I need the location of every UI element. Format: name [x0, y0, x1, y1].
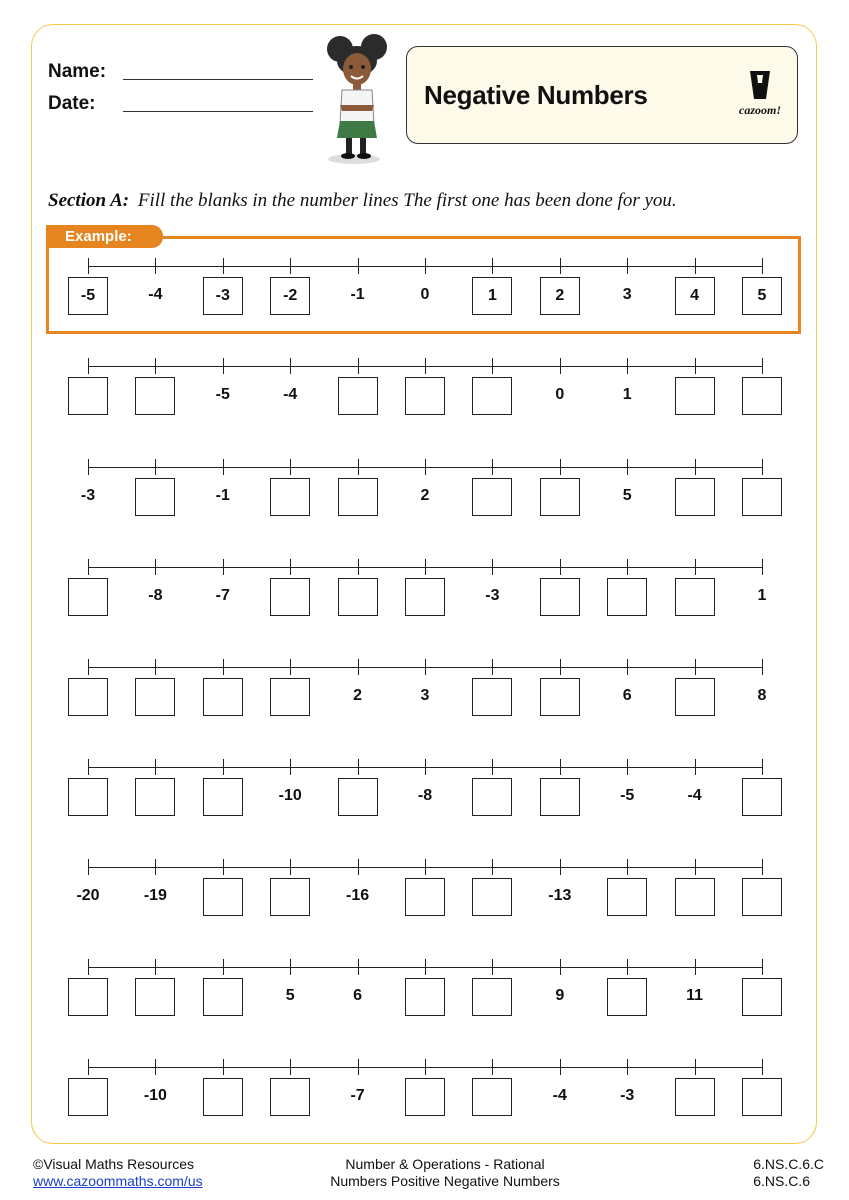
- name-label: Name:: [48, 61, 107, 82]
- tick-mark: [358, 559, 359, 575]
- number-label: [338, 678, 378, 716]
- number-value: -7: [350, 1087, 365, 1104]
- tick-mark: [223, 859, 224, 875]
- answer-box-filled: [675, 277, 715, 315]
- answer-box[interactable]: [203, 978, 243, 1016]
- number-value: -5: [80, 287, 96, 304]
- tick-mark: [425, 559, 426, 575]
- tick-mark: [358, 659, 359, 675]
- number-label: [338, 277, 378, 315]
- section-label: Section A:: [48, 190, 130, 211]
- answer-box[interactable]: [203, 878, 243, 916]
- tick-mark: [492, 258, 493, 274]
- tick-mark: [290, 759, 291, 775]
- tick-mark: [560, 1059, 561, 1075]
- tick-mark: [627, 559, 628, 575]
- title-box: [406, 46, 798, 144]
- answer-box[interactable]: [472, 377, 512, 415]
- answer-box[interactable]: [675, 1078, 715, 1116]
- website-link[interactable]: www.cazoommaths.com/us: [33, 1173, 203, 1189]
- number-label: [270, 978, 310, 1016]
- answer-box[interactable]: [742, 377, 782, 415]
- tick-mark: [155, 358, 156, 374]
- topic-line-1: Number & Operations - Rational: [345, 1156, 545, 1172]
- number-label: [68, 478, 108, 516]
- number-value: -1: [350, 286, 365, 303]
- tick-mark: [425, 258, 426, 274]
- answer-box[interactable]: [270, 878, 310, 916]
- tick-mark: [290, 459, 291, 475]
- tick-mark: [358, 1059, 359, 1075]
- date-field[interactable]: [123, 111, 313, 112]
- answer-box[interactable]: [203, 678, 243, 716]
- tick-mark: [155, 258, 156, 274]
- answer-box[interactable]: [472, 878, 512, 916]
- answer-box[interactable]: [472, 978, 512, 1016]
- number-label: [607, 678, 647, 716]
- answer-box[interactable]: [742, 1078, 782, 1116]
- tick-mark: [762, 258, 763, 274]
- number-label: [540, 878, 580, 916]
- number-label: [540, 377, 580, 415]
- answer-box[interactable]: [68, 778, 108, 816]
- tick-mark: [155, 559, 156, 575]
- number-label: [472, 578, 512, 616]
- date-label: Date:: [48, 93, 96, 114]
- answer-box[interactable]: [540, 678, 580, 716]
- number-label: [203, 377, 243, 415]
- number-label: [675, 978, 715, 1016]
- tick-mark: [155, 959, 156, 975]
- tick-mark: [492, 559, 493, 575]
- answer-box[interactable]: [472, 478, 512, 516]
- number-line: [0, 759, 849, 829]
- number-line: [0, 659, 849, 729]
- number-line: [0, 859, 849, 929]
- number-label: [203, 578, 243, 616]
- number-value: -13: [548, 887, 572, 904]
- answer-box[interactable]: [742, 478, 782, 516]
- answer-box-filled: [540, 277, 580, 315]
- tick-mark: [560, 959, 561, 975]
- answer-box[interactable]: [203, 778, 243, 816]
- tick-mark: [155, 1059, 156, 1075]
- answer-box[interactable]: [270, 1078, 310, 1116]
- answer-box[interactable]: [675, 578, 715, 616]
- tick-mark: [695, 358, 696, 374]
- number-value: -7: [215, 587, 230, 604]
- number-value: 6: [353, 987, 363, 1004]
- answer-box[interactable]: [675, 377, 715, 415]
- tick-mark: [88, 258, 89, 274]
- answer-box[interactable]: [742, 978, 782, 1016]
- answer-box[interactable]: [68, 978, 108, 1016]
- tick-mark: [627, 859, 628, 875]
- tick-mark: [627, 358, 628, 374]
- tick-mark: [88, 659, 89, 675]
- tick-mark: [762, 559, 763, 575]
- number-value: 0: [555, 386, 565, 403]
- number-value: -3: [485, 587, 500, 604]
- number-value: -4: [552, 1087, 567, 1104]
- answer-box[interactable]: [405, 878, 445, 916]
- number-line: [0, 1059, 849, 1129]
- tick-mark: [155, 859, 156, 875]
- answer-box[interactable]: [472, 778, 512, 816]
- answer-box[interactable]: [607, 978, 647, 1016]
- tick-mark: [492, 358, 493, 374]
- instructions-text: Fill the blanks in the number lines The first one has been done for you.: [137, 190, 677, 211]
- answer-box[interactable]: [675, 678, 715, 716]
- tick-mark: [492, 759, 493, 775]
- answer-box[interactable]: [405, 978, 445, 1016]
- tick-mark: [223, 659, 224, 675]
- answer-box[interactable]: [607, 878, 647, 916]
- number-label: [405, 277, 445, 315]
- tick-mark: [425, 659, 426, 675]
- number-label: [135, 878, 175, 916]
- number-value: -2: [283, 287, 298, 304]
- tick-mark: [492, 959, 493, 975]
- answer-box-filled: [472, 277, 512, 315]
- tick-mark: [223, 759, 224, 775]
- topic-line-2: Numbers Positive Negative Numbers: [330, 1173, 560, 1189]
- number-label: [607, 277, 647, 315]
- tick-mark: [695, 1059, 696, 1075]
- number-value: -3: [80, 487, 96, 504]
- answer-box-filled: [203, 277, 243, 315]
- tick-mark: [627, 959, 628, 975]
- cazoom-logo: [732, 69, 788, 125]
- tick-mark: [762, 959, 763, 975]
- number-label: [135, 578, 175, 616]
- name-field[interactable]: [123, 79, 313, 80]
- number-value: -5: [215, 386, 230, 403]
- answer-box[interactable]: [675, 478, 715, 516]
- tick-mark: [492, 459, 493, 475]
- number-value: 5: [622, 487, 632, 504]
- answer-box[interactable]: [135, 778, 175, 816]
- tick-mark: [492, 859, 493, 875]
- answer-box[interactable]: [472, 1078, 512, 1116]
- answer-box-filled: [270, 277, 310, 315]
- answer-box[interactable]: [68, 1078, 108, 1116]
- number-value: 0: [420, 286, 430, 303]
- standard-code-2: 6.NS.C.6: [753, 1173, 810, 1189]
- answer-box[interactable]: [270, 578, 310, 616]
- answer-box[interactable]: [135, 978, 175, 1016]
- number-value: 3: [622, 286, 632, 303]
- tick-mark: [155, 759, 156, 775]
- tick-mark: [425, 358, 426, 374]
- number-value: 11: [686, 987, 704, 1004]
- number-label: [338, 878, 378, 916]
- number-line: [0, 459, 849, 529]
- answer-box[interactable]: [338, 377, 378, 415]
- tick-mark: [290, 959, 291, 975]
- answer-box[interactable]: [270, 678, 310, 716]
- number-value: -10: [143, 1087, 167, 1104]
- tick-mark: [695, 559, 696, 575]
- number-label: [338, 1078, 378, 1116]
- logo-text: cazoom!: [739, 103, 781, 117]
- tick-mark: [290, 859, 291, 875]
- tick-mark: [695, 659, 696, 675]
- standard-code-1: 6.NS.C.6.C: [753, 1156, 824, 1172]
- number-value: -5: [620, 787, 635, 804]
- tick-mark: [88, 459, 89, 475]
- answer-box[interactable]: [742, 878, 782, 916]
- number-value: -4: [687, 787, 702, 804]
- tick-mark: [695, 759, 696, 775]
- number-label: [607, 778, 647, 816]
- number-label: [338, 978, 378, 1016]
- tick-mark: [290, 358, 291, 374]
- tick-mark: [223, 358, 224, 374]
- number-label: [203, 478, 243, 516]
- answer-box[interactable]: [338, 778, 378, 816]
- tick-mark: [88, 358, 89, 374]
- number-value: 1: [622, 386, 632, 403]
- number-value: -1: [215, 487, 230, 504]
- answer-box[interactable]: [540, 578, 580, 616]
- number-value: 1: [757, 587, 767, 604]
- number-value: 2: [420, 487, 430, 504]
- tick-mark: [627, 1059, 628, 1075]
- tick-mark: [425, 959, 426, 975]
- number-value: 6: [622, 687, 632, 704]
- number-label: [607, 1078, 647, 1116]
- tick-mark: [358, 759, 359, 775]
- number-value: -10: [278, 787, 302, 804]
- answer-box[interactable]: [540, 778, 580, 816]
- answer-box[interactable]: [607, 578, 647, 616]
- answer-box[interactable]: [405, 578, 445, 616]
- tick-mark: [223, 959, 224, 975]
- tick-mark: [425, 759, 426, 775]
- number-value: -16: [346, 887, 370, 904]
- answer-box[interactable]: [338, 578, 378, 616]
- tick-mark: [762, 459, 763, 475]
- number-value: -4: [283, 386, 298, 403]
- number-label: [270, 778, 310, 816]
- instructions: [48, 190, 677, 212]
- tick-mark: [627, 759, 628, 775]
- number-value: -19: [143, 887, 167, 904]
- tick-mark: [290, 659, 291, 675]
- number-label: [742, 678, 782, 716]
- answer-box[interactable]: [742, 778, 782, 816]
- tick-mark: [695, 459, 696, 475]
- tick-mark: [155, 459, 156, 475]
- number-value: -3: [620, 1087, 635, 1104]
- example-tab: Example:: [46, 225, 163, 248]
- tick-mark: [88, 859, 89, 875]
- tick-mark: [88, 559, 89, 575]
- answer-box[interactable]: [405, 377, 445, 415]
- tick-mark: [223, 459, 224, 475]
- number-value: 2: [353, 687, 363, 704]
- tick-mark: [560, 559, 561, 575]
- tick-mark: [358, 859, 359, 875]
- number-value: 2: [555, 287, 565, 304]
- tick-mark: [155, 659, 156, 675]
- footer-standards: [753, 1156, 824, 1190]
- number-value: 8: [757, 687, 767, 704]
- tick-mark: [223, 1059, 224, 1075]
- tick-mark: [762, 859, 763, 875]
- tick-mark: [560, 759, 561, 775]
- answer-box-filled: [742, 277, 782, 315]
- tick-mark: [358, 258, 359, 274]
- number-label: [405, 678, 445, 716]
- number-value: 9: [555, 987, 565, 1004]
- tick-mark: [492, 659, 493, 675]
- tick-mark: [560, 659, 561, 675]
- number-value: -3: [215, 287, 230, 304]
- tick-mark: [560, 358, 561, 374]
- number-label: [675, 778, 715, 816]
- tick-mark: [695, 859, 696, 875]
- number-value: 4: [690, 287, 700, 304]
- example-number-line: [0, 258, 849, 328]
- page-title: Negative Numbers: [424, 80, 648, 110]
- tick-mark: [560, 258, 561, 274]
- tick-mark: [762, 1059, 763, 1075]
- number-label: [405, 478, 445, 516]
- number-line: [0, 358, 849, 428]
- tick-mark: [762, 759, 763, 775]
- tick-mark: [358, 959, 359, 975]
- number-label: [68, 878, 108, 916]
- footer-topic: [300, 1156, 590, 1190]
- answer-box[interactable]: [675, 878, 715, 916]
- tick-mark: [492, 1059, 493, 1075]
- number-value: 3: [420, 687, 430, 704]
- number-value: 5: [285, 987, 295, 1004]
- tick-mark: [560, 459, 561, 475]
- number-label: [742, 578, 782, 616]
- number-label: [607, 377, 647, 415]
- number-label: [540, 978, 580, 1016]
- number-value: -4: [148, 286, 163, 303]
- tick-mark: [627, 258, 628, 274]
- number-value: -8: [417, 787, 433, 804]
- cazoom-logo-icon: [732, 69, 788, 103]
- number-value: 1: [487, 287, 497, 304]
- tick-mark: [290, 1059, 291, 1075]
- answer-box[interactable]: [68, 678, 108, 716]
- copyright-text: ©Visual Maths Resources: [33, 1156, 195, 1172]
- tick-mark: [425, 459, 426, 475]
- answer-box[interactable]: [135, 478, 175, 516]
- number-line: [0, 559, 849, 629]
- number-label: [135, 277, 175, 315]
- tick-mark: [695, 959, 696, 975]
- tick-mark: [425, 859, 426, 875]
- number-label: [540, 1078, 580, 1116]
- number-label: [405, 778, 445, 816]
- tick-mark: [88, 759, 89, 775]
- answer-box[interactable]: [203, 1078, 243, 1116]
- student-character-illustration: [318, 33, 408, 165]
- tick-mark: [695, 258, 696, 274]
- answer-box[interactable]: [270, 478, 310, 516]
- tick-mark: [762, 358, 763, 374]
- answer-box-filled: [68, 277, 108, 315]
- answer-box[interactable]: [472, 678, 512, 716]
- tick-mark: [358, 358, 359, 374]
- footer-left: [33, 1156, 203, 1190]
- tick-mark: [425, 1059, 426, 1075]
- tick-mark: [290, 258, 291, 274]
- number-value: -20: [76, 887, 100, 904]
- number-line: [0, 959, 849, 1029]
- answer-box[interactable]: [68, 578, 108, 616]
- answer-box[interactable]: [135, 377, 175, 415]
- tick-mark: [762, 659, 763, 675]
- tick-mark: [627, 459, 628, 475]
- tick-mark: [223, 559, 224, 575]
- answer-box[interactable]: [135, 678, 175, 716]
- tick-mark: [358, 459, 359, 475]
- number-label: [607, 478, 647, 516]
- number-value: 5: [757, 287, 767, 304]
- number-value: -8: [148, 587, 163, 604]
- tick-mark: [627, 659, 628, 675]
- number-label: [270, 377, 310, 415]
- answer-box[interactable]: [540, 478, 580, 516]
- tick-mark: [223, 258, 224, 274]
- tick-mark: [88, 959, 89, 975]
- answer-box[interactable]: [405, 1078, 445, 1116]
- number-label: [135, 1078, 175, 1116]
- tick-mark: [560, 859, 561, 875]
- answer-box[interactable]: [68, 377, 108, 415]
- tick-mark: [88, 1059, 89, 1075]
- tick-mark: [290, 559, 291, 575]
- answer-box[interactable]: [338, 478, 378, 516]
